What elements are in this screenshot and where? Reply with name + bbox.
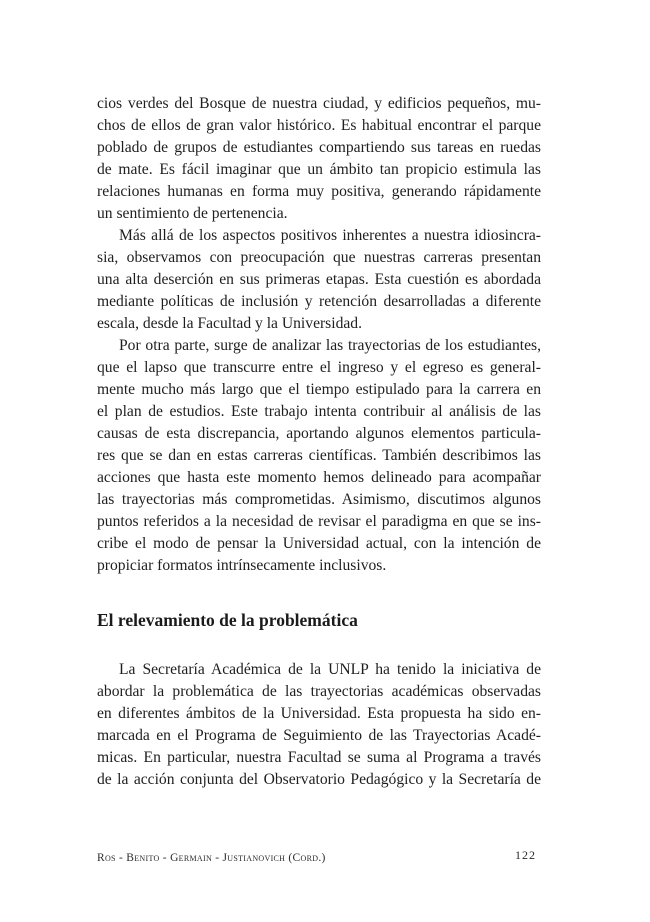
paragraph-1-line-3: poblado de grupos de estudiantes compartiendo sus tareas en ruedas — [97, 139, 541, 156]
paragraph-1-line-1: cios verdes del Bosque de nuestra ciudad, y edificios pequeños, mu- — [97, 95, 541, 112]
paragraph-3-line-2: que el lapso que transcurre entre el ingreso y el egreso es general- — [97, 359, 541, 376]
paragraph-3-line-9: puntos referidos a la necesidad de revisar el paradigma en que se ins- — [97, 513, 541, 530]
paragraph-1-line-6: un sentimiento de pertenencia. — [97, 205, 288, 222]
paragraph-3-line-10: cribe el modo de pensar la Universidad actual, con la intención de — [97, 535, 541, 552]
paragraph-1-line-4: de mate. Es fácil imaginar que un ámbito tan propicio estimula las — [97, 161, 541, 178]
paragraph-1-line-5: relaciones humanas en forma muy positiva, generando rápidamente — [97, 183, 541, 200]
paragraph-2-line-1: Más allá de los aspectos positivos inherentes a nuestra idiosincra- — [119, 227, 541, 244]
paragraph-3-line-4: el plan de estudios. Este trabajo intenta contribuir al análisis de las — [97, 403, 541, 420]
paragraph-4-line-2: abordar la problemática de las trayectorias académicas observadas — [97, 683, 541, 700]
paragraph-2-line-4: mediante políticas de inclusión y retención desarrolladas a diferente — [97, 293, 541, 310]
paragraph-3-line-7: acciones que hasta este momento hemos delineado para acompañar — [97, 469, 541, 486]
footer-authors: Ros - Benito - Germain - Justianovich (Cord.) — [97, 852, 326, 864]
paragraph-4-line-5: micas. En particular, nuestra Facultad se suma al Programa a través — [97, 749, 541, 766]
section-heading: El relevamiento de la problemática — [97, 610, 358, 630]
paragraph-4-line-3: en diferentes ámbitos de la Universidad. Esta propuesta ha sido en- — [97, 705, 541, 722]
paragraph-3-line-1: Por otra parte, surge de analizar las trayectorias de los estudiantes, — [119, 337, 541, 354]
paragraph-3-line-6: res que se dan en estas carreras científicas. También describimos las — [97, 447, 541, 464]
paragraph-3-line-8: las trayectorias más comprometidas. Asimismo, discutimos algunos — [97, 491, 541, 508]
paragraph-3-line-11: propiciar formatos intrínsecamente inclusivos. — [97, 557, 387, 574]
paragraph-4-line-6: de la acción conjunta del Observatorio Pedagógico y la Secretaría de — [97, 771, 541, 788]
paragraph-4-line-1: La Secretaría Académica de la UNLP ha tenido la iniciativa de — [119, 661, 541, 678]
paragraph-2-line-5: escala, desde la Facultad y la Universidad. — [97, 315, 362, 332]
paragraph-4-line-4: marcada en el Programa de Seguimiento de las Trayectorias Acadé- — [97, 727, 541, 744]
paragraph-2-line-3: una alta deserción en sus primeras etapas. Esta cuestión es abordada — [97, 271, 541, 288]
page-number: 122 — [515, 848, 536, 862]
paragraph-3-line-3: mente mucho más largo que el tiempo estipulado para la carrera en — [97, 381, 541, 398]
paragraph-1-line-2: chos de ellos de gran valor histórico. Es habitual encontrar el parque — [97, 117, 541, 134]
paragraph-3-line-5: causas de esta discrepancia, aportando algunos elementos particula- — [97, 425, 541, 442]
paragraph-2-line-2: sia, observamos con preocupación que nuestras carreras presentan — [97, 249, 541, 266]
